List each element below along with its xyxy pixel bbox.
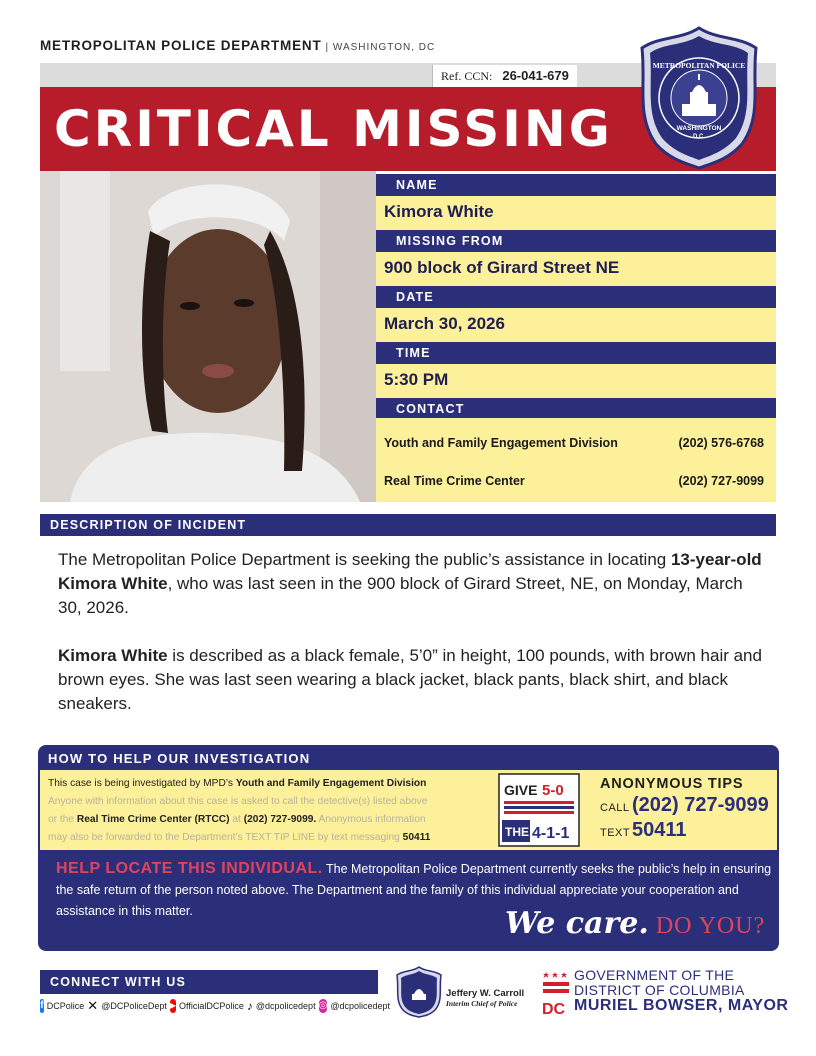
gov-line-2: DISTRICT OF COLUMBIA bbox=[574, 982, 745, 998]
description-text: The Metropolitan Police Department is seeking the public’s assistance in locating bbox=[58, 550, 671, 569]
help-text: Anonymous information bbox=[316, 814, 426, 825]
date-label: DATE bbox=[376, 286, 776, 308]
police-badge-icon bbox=[638, 26, 760, 170]
contact-phone[interactable]: (202) 576-6768 bbox=[678, 436, 764, 450]
social-handle[interactable]: @dcpolicedept bbox=[330, 1001, 390, 1011]
badge-top-text: METROPOLITAN POLICE bbox=[652, 61, 746, 70]
time-value: 5:30 PM bbox=[376, 364, 776, 398]
chief-title: Interim Chief of Police bbox=[446, 999, 518, 1008]
mayor-name: MURIEL BOWSER, MAYOR bbox=[574, 997, 789, 1014]
missing-from-value: 900 block of Girard Street NE bbox=[376, 252, 776, 286]
help-text: This case is being investigated by MPD’s bbox=[48, 778, 236, 789]
reference-label: Ref. CCN: bbox=[441, 69, 493, 83]
reference-number: 26-041-679 bbox=[502, 68, 569, 83]
name-label: NAME bbox=[376, 174, 776, 196]
missing-person-photo bbox=[40, 171, 376, 502]
contact-box bbox=[376, 418, 776, 502]
help-text: Anyone with information about this case is asked to call the detective(s) listed above bbox=[48, 796, 428, 807]
text-label: TEXT bbox=[600, 827, 631, 839]
description-paragraph-2 bbox=[58, 644, 768, 716]
social-handle[interactable]: @DCPoliceDept bbox=[101, 1001, 167, 1011]
four-one-one-text: 4-1-1 bbox=[532, 825, 570, 842]
department-name: METROPOLITAN POLICE DEPARTMENT bbox=[40, 38, 322, 53]
do-you-text: DO YOU? bbox=[648, 913, 766, 939]
anonymous-tips-title: ANONYMOUS TIPS bbox=[600, 776, 744, 792]
missing-from-label: MISSING FROM bbox=[376, 230, 776, 252]
gov-line-1: GOVERNMENT OF THE bbox=[574, 967, 735, 983]
youtube-icon[interactable]: ▶ bbox=[170, 999, 176, 1013]
five-o-text: 5-0 bbox=[542, 782, 564, 799]
we-care-text: We care. bbox=[505, 906, 649, 941]
give-50-the-411-logo-icon bbox=[498, 773, 580, 847]
svg-text:DC: DC bbox=[542, 1001, 566, 1016]
contact-row bbox=[384, 474, 764, 488]
date-value: March 30, 2026 bbox=[376, 308, 776, 342]
contact-phone[interactable]: (202) 727-9099 bbox=[678, 474, 764, 488]
contact-name: Youth and Family Engagement Division bbox=[384, 436, 618, 450]
help-text-bold: Real Time Crime Center (RTCC) bbox=[76, 814, 230, 825]
text-number[interactable]: 50411 bbox=[632, 819, 687, 841]
call-label: CALL bbox=[600, 802, 630, 814]
badge-bottom-text-2: D.C. bbox=[693, 134, 705, 140]
the-text: THE bbox=[505, 825, 529, 839]
department-city: | WASHINGTON, DC bbox=[325, 42, 436, 53]
social-links bbox=[40, 999, 390, 1013]
page-title: CRITICAL MISSING bbox=[54, 100, 613, 158]
social-handle[interactable]: @dcpolicedept bbox=[255, 1001, 316, 1011]
name-value: Kimora White bbox=[376, 196, 776, 230]
department-header bbox=[40, 38, 435, 53]
help-text-bold: (202) 727-9099. bbox=[243, 814, 317, 825]
help-text: or the bbox=[48, 814, 77, 825]
contact-label: CONTACT bbox=[376, 398, 776, 418]
facebook-icon[interactable]: f bbox=[40, 1000, 44, 1011]
help-text-bold: Youth and Family Engagement Division bbox=[235, 778, 427, 789]
social-handle[interactable]: OfficialDCPolice bbox=[179, 1001, 244, 1011]
help-locate-body: The Metropolitan Police Department currently seeks the public’s help in ensuring the safe return of the person noted above. The Department and the family of this individual appreciate your cooperation and assistance in this matter. bbox=[56, 862, 772, 918]
help-instructions bbox=[48, 775, 498, 847]
x-icon[interactable]: ✕ bbox=[87, 998, 99, 1013]
description-highlight: 13-year-old Kimora White bbox=[58, 550, 762, 593]
help-heading: HOW TO HELP OUR INVESTIGATION bbox=[48, 751, 311, 766]
chief-signature bbox=[446, 988, 524, 1008]
dc-government-logo bbox=[574, 968, 788, 1013]
social-handle[interactable]: DCPolice bbox=[46, 1001, 85, 1011]
time-label: TIME bbox=[376, 342, 776, 364]
description-body bbox=[58, 548, 768, 740]
chief-name: Jeffery W. Carroll bbox=[446, 988, 525, 999]
text-row bbox=[600, 819, 770, 842]
give-text: GIVE bbox=[504, 782, 538, 798]
help-text: may also be forwarded to the Department’s TEXT TIP LINE by text messaging bbox=[48, 832, 403, 843]
we-care-slogan bbox=[505, 906, 765, 941]
description-paragraph-1 bbox=[58, 548, 768, 620]
description-heading: DESCRIPTION OF INCIDENT bbox=[40, 514, 776, 536]
description-highlight: Kimora White bbox=[58, 646, 168, 665]
tiktok-icon[interactable]: ♪ bbox=[246, 999, 253, 1013]
dc-flag-logo-icon bbox=[542, 970, 570, 1016]
contact-row bbox=[384, 436, 764, 450]
help-text: at bbox=[229, 814, 244, 825]
description-text: is described as a black female, 5’0” in height, 100 pounds, with brown hair and brown eyes. She was last seen wearing a black jacket, black pants, black shirt, and black sneakers. bbox=[58, 646, 762, 713]
help-locate-heading: HELP LOCATE THIS INDIVIDUAL. bbox=[56, 860, 323, 877]
reference-box bbox=[432, 65, 577, 87]
contact-name: Real Time Crime Center bbox=[384, 474, 525, 488]
small-police-badge-icon bbox=[396, 966, 442, 1018]
anonymous-tips bbox=[600, 776, 770, 842]
badge-bottom-text-1: WASHINGTON bbox=[676, 125, 722, 132]
instagram-icon[interactable]: ◎ bbox=[318, 1000, 328, 1011]
help-text-bold: 50411 bbox=[402, 832, 431, 843]
description-text: , who was last seen in the 900 block of Girard Street, NE, on Monday, March 30, 2026. bbox=[58, 574, 743, 617]
connect-heading: CONNECT WITH US bbox=[40, 970, 378, 994]
call-row bbox=[600, 794, 770, 817]
call-number[interactable]: (202) 727-9099 bbox=[632, 794, 769, 816]
